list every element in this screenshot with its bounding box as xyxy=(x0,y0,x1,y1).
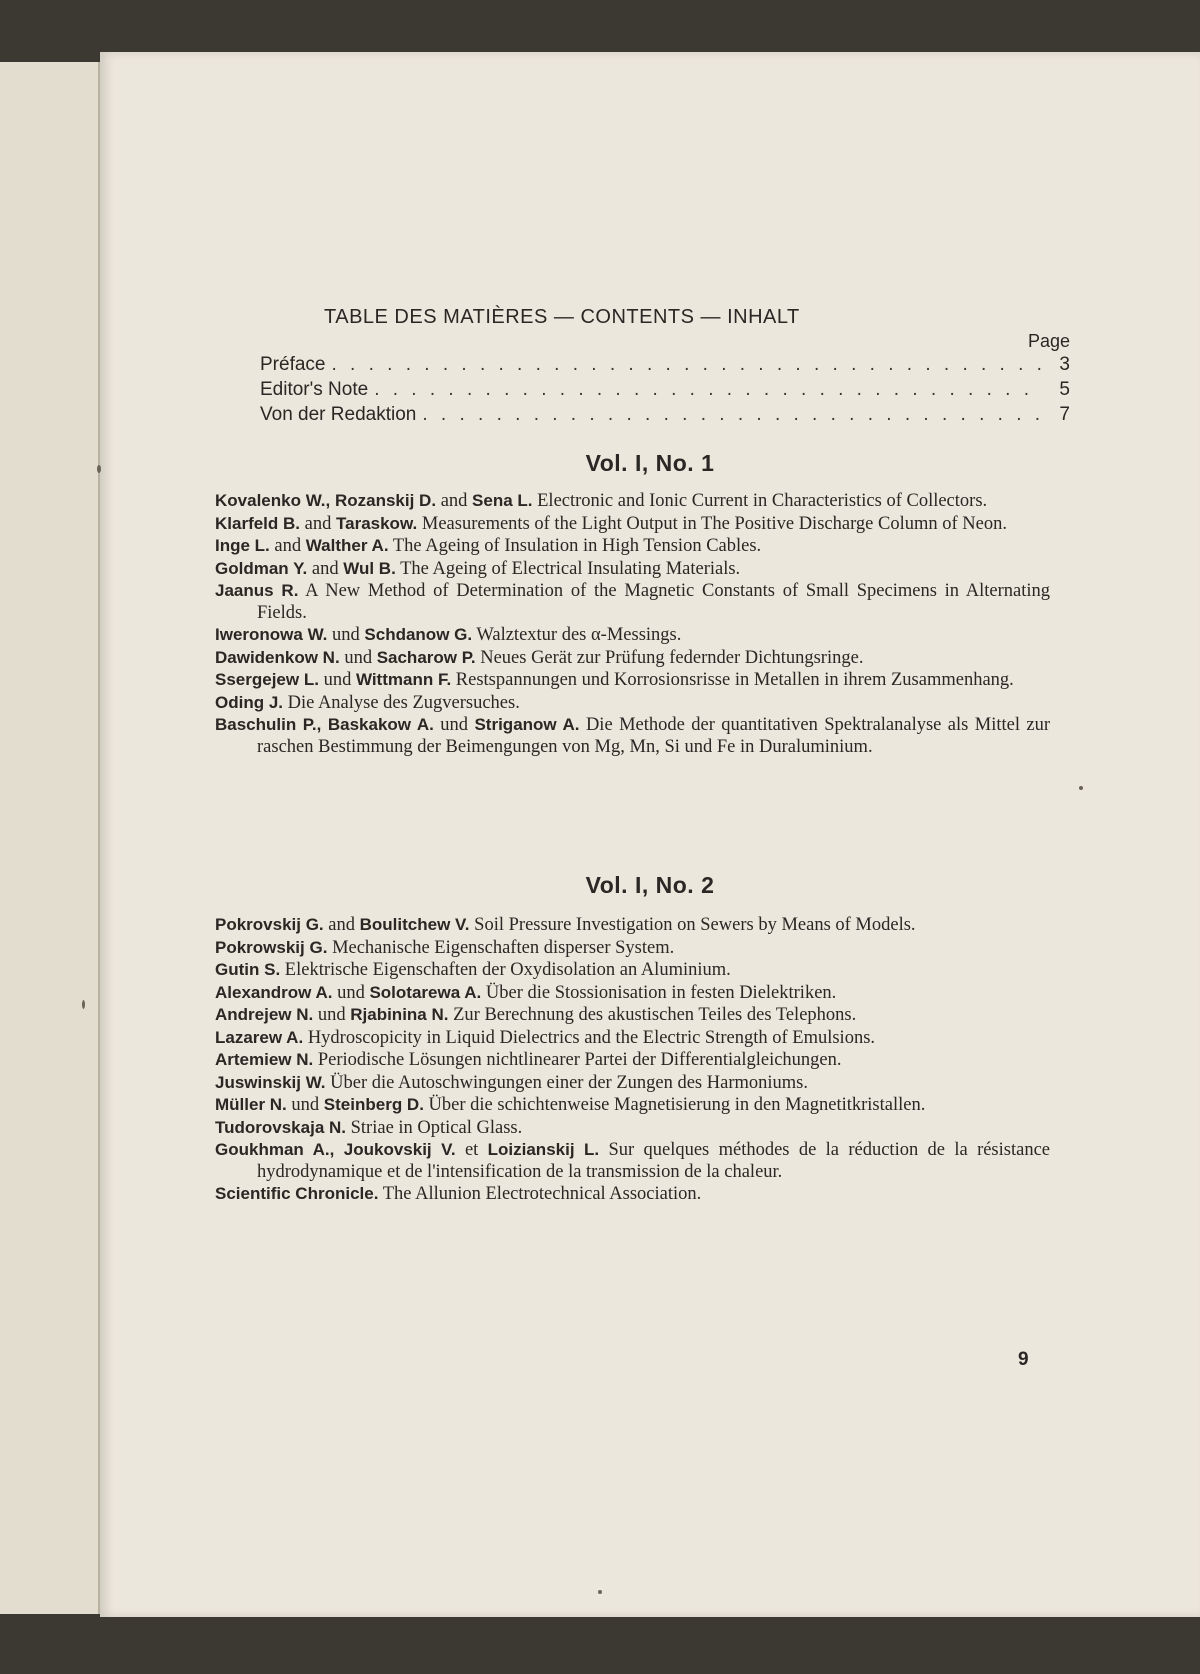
entry-authors: Sacharow P. xyxy=(376,647,476,667)
toc-page: 3 xyxy=(1059,354,1070,375)
page-content xyxy=(100,52,1200,1617)
toc-entry xyxy=(215,1049,1050,1072)
toc-row-redaktion xyxy=(260,402,1070,427)
entry-conjunction: and xyxy=(269,536,306,556)
document-page xyxy=(100,52,1200,1617)
entry-authors: Wul B. xyxy=(343,558,396,578)
entry-conjunction: and xyxy=(436,491,473,511)
toc-entry xyxy=(215,1027,1050,1050)
entry-conjunction: und xyxy=(313,1005,351,1025)
volume-heading: Vol. I, No. 1 xyxy=(585,450,715,476)
entry-title: Mechanische Eigenschaften disperser System. xyxy=(327,937,675,958)
left-facing-page xyxy=(0,62,100,1614)
bleed-mark xyxy=(598,1590,602,1594)
entry-authors: Goukhman A., Joukovskij V. xyxy=(215,1140,456,1159)
toc-entry xyxy=(215,714,1050,758)
toc-page: 5 xyxy=(1059,379,1070,400)
entry-conjunction: und xyxy=(332,982,370,1003)
entry-authors: Dawidenkow N. xyxy=(215,647,340,667)
entry-conjunction: and xyxy=(323,915,360,935)
toc-row-preface xyxy=(260,352,1070,377)
entry-title: Neues Gerät zur Prüfung federnder Dichtungsringe. xyxy=(475,647,864,668)
entry-title: The Ageing of Insulation in High Tension Cables. xyxy=(388,536,762,556)
entry-authors: Klarfeld B. xyxy=(215,513,301,533)
entry-authors: Pokrowskij G. xyxy=(215,937,328,957)
entry-conjunction: und xyxy=(286,1095,324,1115)
entry-conjunction: et xyxy=(455,1140,488,1160)
entry-title: Periodische Lösungen nichtlinearer Partei der Differentialgleichungen. xyxy=(313,1050,842,1070)
entry-authors: Tudorovskaja N. xyxy=(215,1117,346,1137)
entry-title: Soil Pressure Investigation on Sewers by Means of Models. xyxy=(469,915,916,935)
entry-title: Elektrische Eigenschaften der Oxydisolation an Aluminium. xyxy=(280,960,731,980)
entry-authors: Pokrovskij G. xyxy=(215,915,324,934)
toc-entry xyxy=(215,513,1050,536)
entry-title: Sur quelques méthodes de la réduction de la résistance hydrodynamique et de l'intensification de la transmission de la chaleur. xyxy=(257,1140,1050,1182)
toc-entry xyxy=(215,1183,1050,1206)
entry-title: Measurements of the Light Output in The Positive Discharge Column of Neon. xyxy=(417,513,1007,534)
entry-title: Über die schichtenweise Magnetisierung in den Magnetitkristallen. xyxy=(423,1095,926,1115)
entry-authors: Taraskow. xyxy=(336,513,418,533)
toc-section xyxy=(260,304,1070,427)
entry-conjunction: und xyxy=(433,715,475,735)
entry-authors: Loizianskij L. xyxy=(487,1140,600,1159)
volume-2-entries xyxy=(215,914,1050,1206)
toc-entry xyxy=(215,1094,1050,1117)
entry-title: Restspannungen und Korrosionsrisse in Metallen in ihrem Zusammenhang. xyxy=(451,670,1014,690)
bleed-mark xyxy=(82,1000,85,1009)
toc-entry xyxy=(215,669,1050,692)
entry-title: Zur Berechnung des akustischen Teiles des Telephons. xyxy=(448,1005,857,1025)
entry-conjunction: und xyxy=(327,625,365,645)
entry-conjunction: und xyxy=(339,647,377,668)
toc-entry xyxy=(215,624,1050,647)
entry-authors: Artemiew N. xyxy=(215,1050,314,1069)
entry-title: Über die Stossionisation in festen Dielektriken. xyxy=(481,982,837,1003)
entry-authors: Müller N. xyxy=(215,1095,287,1114)
entry-title: Electronic and Ionic Current in Characteristics of Collectors. xyxy=(532,491,988,511)
entry-title: Über die Autoschwingungen einer der Zungen des Harmoniums. xyxy=(325,1072,808,1093)
entry-authors: Alexandrow A. xyxy=(215,982,333,1002)
toc-entry xyxy=(215,692,1050,715)
toc-title: Von der Redaktion xyxy=(260,404,417,425)
entry-authors: Baschulin P., Baskakow A. xyxy=(215,715,434,734)
entry-authors: Andrejew N. xyxy=(215,1005,314,1024)
entry-authors: Scientific Chronicle. xyxy=(215,1184,379,1203)
bleed-mark xyxy=(1079,786,1083,790)
entry-authors: Jaanus R. xyxy=(215,581,299,600)
toc-entry xyxy=(215,558,1050,581)
toc-entry xyxy=(215,1004,1050,1027)
entry-authors: Striganow A. xyxy=(474,715,580,734)
toc-row-editors-note xyxy=(260,377,1070,402)
toc-entry xyxy=(215,535,1050,558)
toc-page: 7 xyxy=(1059,404,1070,425)
entry-title: Die Methode der quantitativen Spektralanalyse als Mittel zur raschen Bestimmung der Beimengungen von Mg, Mn, Si und Fe in Duraluminium. xyxy=(257,715,1051,757)
entry-conjunction: and xyxy=(300,513,336,534)
entry-conjunction: und xyxy=(318,670,356,690)
entry-title: Die Analyse des Zugversuches. xyxy=(283,692,520,713)
entry-authors: Kovalenko W., Rozanskij D. xyxy=(215,491,437,510)
entry-authors: Inge L. xyxy=(215,536,270,555)
entry-authors: Ssergejew L. xyxy=(215,670,319,689)
toc-entry xyxy=(215,647,1050,670)
toc-leader xyxy=(374,377,1044,402)
volume-heading: Vol. I, No. 2 xyxy=(585,872,715,898)
toc-entry xyxy=(215,959,1050,982)
bleed-mark xyxy=(97,465,101,473)
entry-authors: Walther A. xyxy=(305,536,389,555)
entry-authors: Goldman Y. xyxy=(215,558,308,578)
entry-conjunction: and xyxy=(307,558,344,579)
entry-authors: Solotarewa A. xyxy=(369,982,482,1002)
toc-title: Préface xyxy=(260,354,326,375)
entry-title: The Allunion Electrotechnical Association. xyxy=(378,1184,702,1204)
toc-page-label: Page xyxy=(1027,331,1070,351)
entry-authors: Schdanow G. xyxy=(364,625,473,644)
entry-title: A New Method of Determination of the Magnetic Constants of Small Specimens in Alternating Fields. xyxy=(257,581,1050,623)
toc-entry xyxy=(215,937,1050,960)
entry-authors: Lazarew A. xyxy=(215,1027,304,1047)
entry-authors: Oding J. xyxy=(215,692,283,712)
volume-1-entries xyxy=(215,490,1050,758)
toc-entry xyxy=(215,1139,1050,1183)
entry-authors: Juswinskij W. xyxy=(215,1072,326,1092)
toc-leader xyxy=(422,402,1044,427)
toc-heading: TABLE DES MATIÈRES — CONTENTS — INHALT xyxy=(324,306,800,328)
entry-authors: Iweronowa W. xyxy=(215,625,328,644)
entry-authors: Wittmann F. xyxy=(355,670,452,689)
toc-entry xyxy=(215,982,1050,1005)
entry-authors: Sena L. xyxy=(472,491,533,510)
toc-entry xyxy=(215,490,1050,513)
page-number: 9 xyxy=(1018,1349,1029,1370)
entry-title: Walztextur des α-Messings. xyxy=(472,625,682,645)
toc-entry xyxy=(215,580,1050,624)
entry-title: Striae in Optical Glass. xyxy=(346,1117,523,1138)
toc-entry xyxy=(215,1117,1050,1140)
toc-entry xyxy=(215,1072,1050,1095)
entry-title: Hydroscopicity in Liquid Dielectrics and the Electric Strength of Emulsions. xyxy=(303,1027,876,1048)
entry-authors: Boulitchew V. xyxy=(359,915,470,934)
entry-authors: Steinberg D. xyxy=(323,1095,424,1114)
toc-leader xyxy=(331,352,1044,377)
toc-entry xyxy=(215,914,1050,937)
toc-title: Editor's Note xyxy=(260,379,369,400)
entry-authors: Gutin S. xyxy=(215,960,281,979)
entry-authors: Rjabinina N. xyxy=(350,1005,449,1024)
entry-title: The Ageing of Electrical Insulating Materials. xyxy=(395,558,741,579)
